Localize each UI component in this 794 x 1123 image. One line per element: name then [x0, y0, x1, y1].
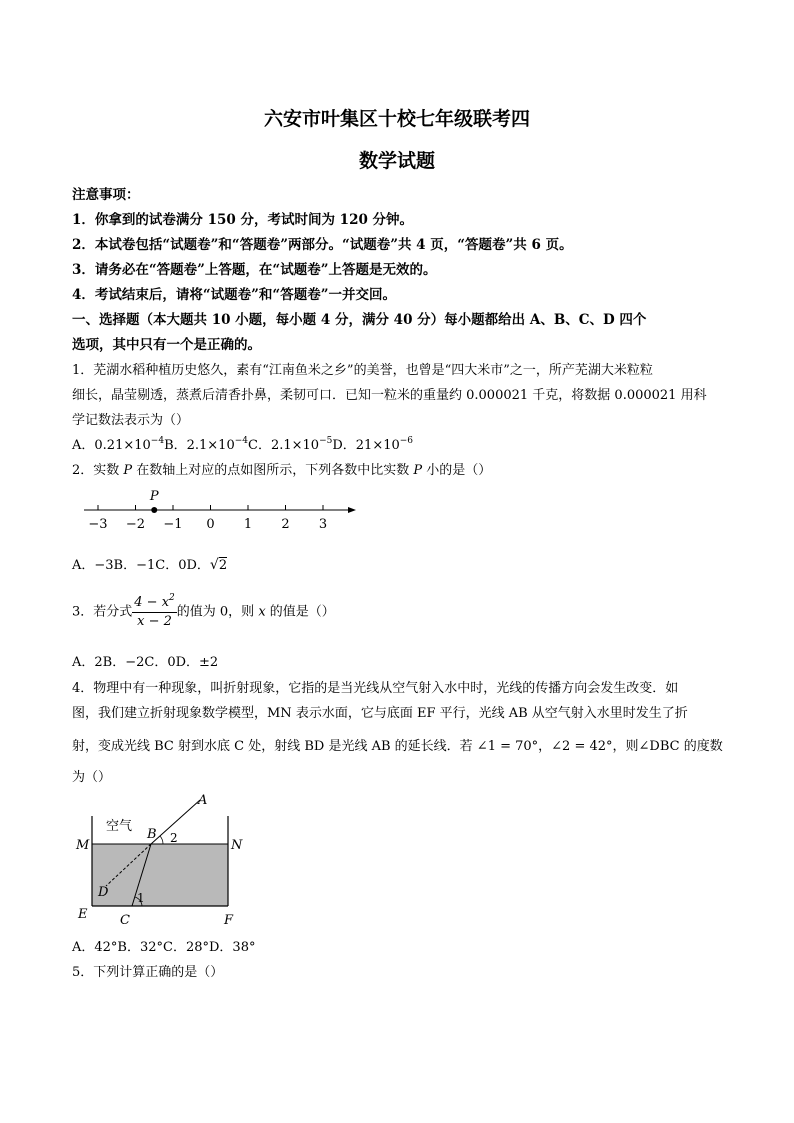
number-line-tick-label: 0: [206, 517, 215, 532]
q1-option-c-exp: −5: [319, 436, 333, 446]
q3-num-exp: 2: [169, 593, 175, 603]
number-line-tick-label: 2: [281, 517, 290, 532]
number-line-tick-label: 3: [318, 517, 328, 532]
q1-stem: 1．芜湖水稻种植历史悠久，素有“江南鱼米之乡”的美誉，也曾是“四大米市”之一，所产芜湖大米粒粒: [72, 363, 653, 378]
q1-option-d: D．21×10: [332, 438, 400, 453]
number-line-tick-label: −1: [163, 517, 183, 532]
q3-stem-c: 的值是（）: [265, 604, 335, 620]
q2-stem: [72, 459, 491, 478]
q2-stem-b: 在数轴上对应的点如图所示，下列各数中比实数: [132, 463, 414, 478]
label-n: N: [231, 838, 243, 853]
q2-options-text: A．−3B．−1C．0D．: [72, 558, 210, 573]
refraction-diagram: [72, 790, 272, 930]
water-region: [92, 844, 228, 906]
q3-num-text: 4 − x: [134, 595, 170, 610]
label-e: E: [78, 907, 88, 922]
label-angle-1: 1: [137, 891, 145, 905]
q1-option-b: B．2.1×10: [164, 438, 235, 453]
page-subtitle: 数学试题: [358, 150, 435, 172]
q3-options: A．2B．−2C．0D．±2: [72, 655, 219, 670]
q2-stem-c: 小的是（）: [422, 463, 492, 478]
sqrt-icon: √: [209, 557, 219, 573]
q2-var-p: P: [413, 463, 423, 478]
page-title: 六安市叶集区十校七年级联考四: [263, 108, 530, 130]
section-heading: 一、选择题（本大题共 10 小题，每小题 4 分，满分 40 分）每小题都给出 A、B、C、D 四个: [72, 312, 647, 328]
q3-stem-b: 的值为 0，则: [176, 604, 259, 620]
section-heading-cont: 选项，其中只有一个是正确的。: [72, 337, 261, 353]
number-line-tick-label: 1: [243, 517, 253, 532]
notice-item: 2．本试卷包括“试题卷”和“答题卷”两部分。“试题卷”共 4 页，“答题卷”共 6 页。: [72, 237, 573, 253]
q1-option-a: A．0.21×10: [72, 438, 151, 453]
q2-options: [72, 554, 227, 573]
label-c: C: [120, 913, 130, 928]
q3-fraction: [132, 594, 177, 631]
q5-stem: 5．下列计算正确的是（）: [72, 965, 224, 980]
q1-stem-cont: 细长，晶莹剔透，蒸煮后清香扑鼻，柔韧可口．已知一粒米的重量约 0.000021 千克，将数据 0.000021 用科: [72, 388, 707, 403]
number-line-point-p: [151, 507, 157, 513]
q4-stem-cont: 图，我们建立折射现象数学模型，MN 表示水面，它与底面 EF 平行，光线 AB 从空气射入水里时发生了折: [72, 706, 688, 721]
number-line-diagram: [72, 484, 372, 534]
label-air: 空气: [106, 819, 133, 834]
q3-stem: [72, 594, 335, 631]
label-b: B: [147, 827, 157, 842]
q4-stem-cont: 为（）: [72, 770, 112, 785]
q4-stem-cont: 射，变成光线 BC 射到水底 C 处，射线 BD 是光线 AB 的延长线．若 ∠1 = 70°，∠2 = 42°，则∠DBC 的度数: [72, 739, 723, 754]
q2-stem-a: 2．实数: [72, 463, 124, 478]
number-line-tick-label: −2: [125, 517, 146, 532]
q1-option-c: C．2.1×10: [248, 438, 320, 453]
q4-stem: 4．物理中有一种现象，叫折射现象，它指的是当光线从空气射入水中时，光线的传播方向会发生改变．如: [72, 681, 679, 696]
q1-options: [72, 434, 413, 453]
q1-option-d-exp: −6: [399, 436, 414, 446]
angle-2-arc: [160, 836, 163, 844]
label-f: F: [224, 913, 234, 928]
label-d: D: [98, 885, 109, 900]
q1-option-b-exp: −4: [234, 436, 249, 446]
label-m: M: [76, 838, 90, 853]
q3-fraction-denominator: x − 2: [137, 614, 172, 629]
q2-option-d-radicand: 2: [218, 558, 228, 573]
number-line-point-label: P: [149, 489, 159, 504]
notice-item: 4．考试结束后，请将“试题卷”和“答题卷”一并交回。: [72, 287, 396, 303]
q3-fraction-numerator: [132, 594, 177, 613]
q3-stem-a: 3．若分式: [72, 604, 133, 620]
q2-var-p: P: [123, 463, 133, 478]
notice-heading: 注意事项：: [72, 187, 140, 203]
label-angle-2: 2: [170, 831, 178, 845]
number-line-tick-label: −3: [88, 517, 108, 532]
number-line-arrow-icon: [348, 507, 356, 513]
notice-item: 3．请务必在“答题卷”上答题，在“试题卷”上答题是无效的。: [72, 262, 437, 278]
q4-options: A．42°B．32°C．28°D．38°: [72, 940, 256, 955]
q3-var-x: x: [258, 604, 266, 620]
q1-option-a-exp: −4: [150, 436, 165, 446]
q1-stem-cont: 学记数法表示为（）: [72, 413, 190, 428]
label-a: A: [198, 793, 208, 808]
notice-item: 1．你拿到的试卷满分 150 分，考试时间为 120 分钟。: [72, 212, 414, 228]
